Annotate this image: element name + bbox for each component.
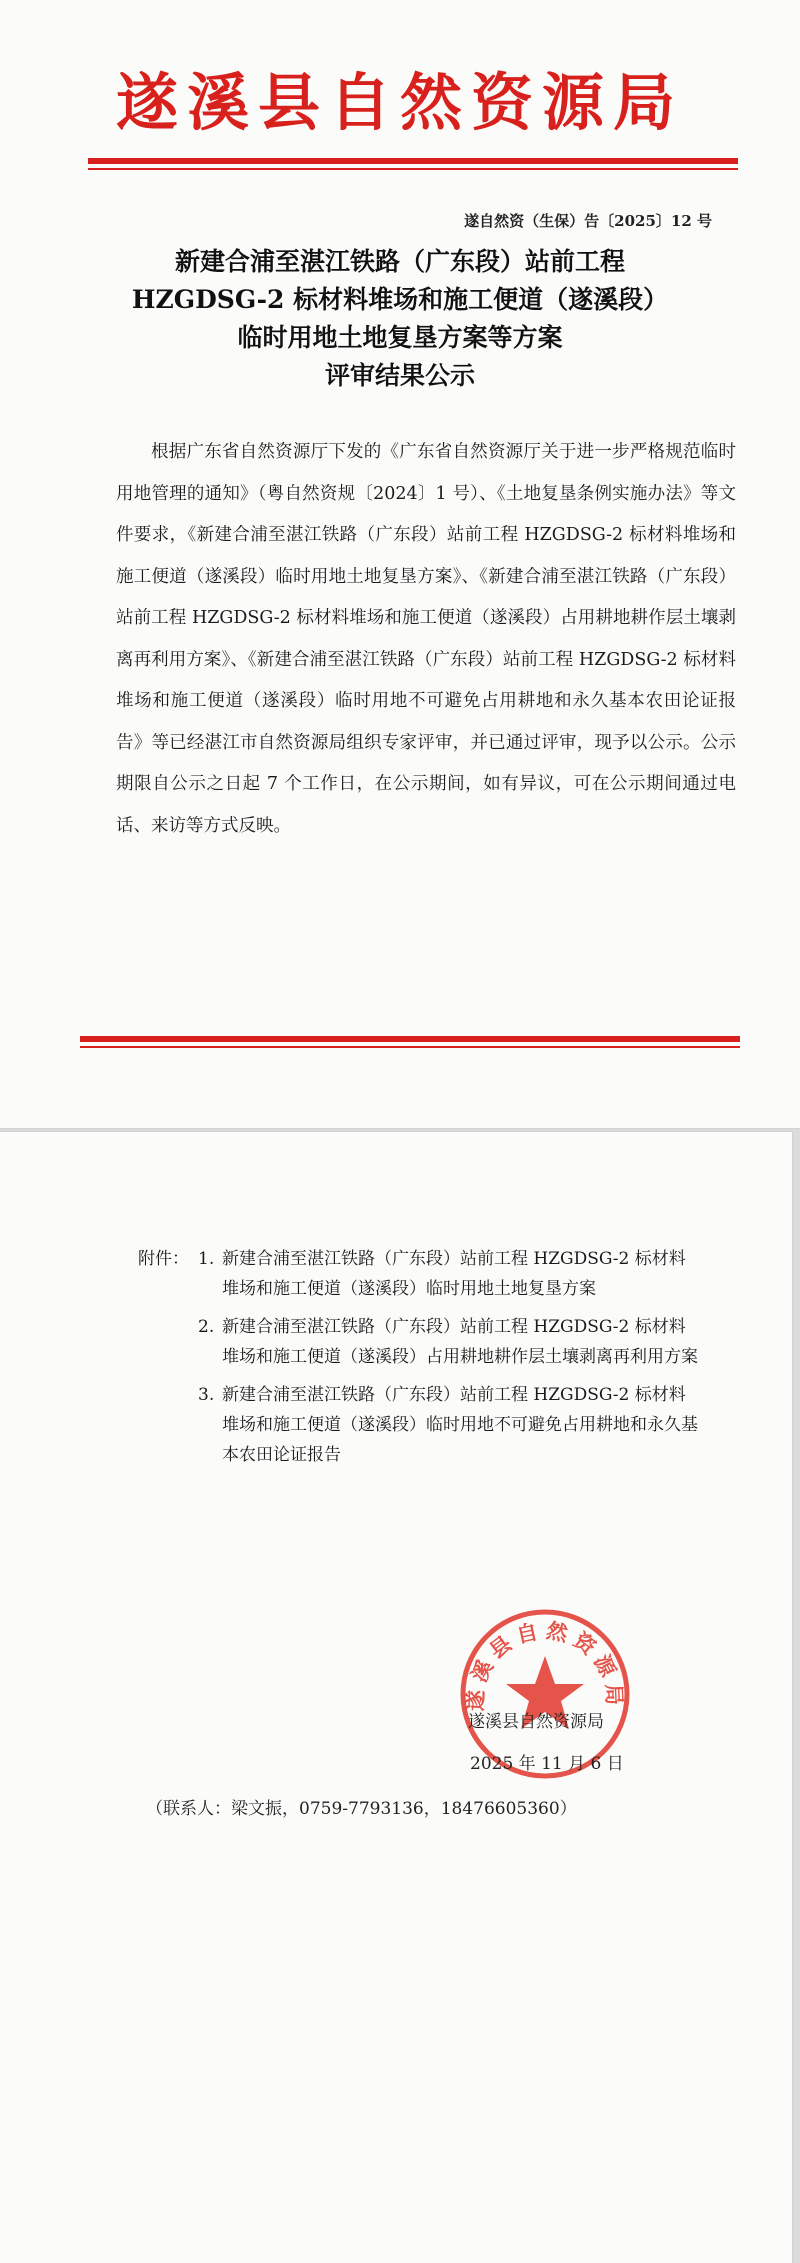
signing-date: 2025 年 11 月 6 日: [470, 1754, 624, 1774]
attachment-item: [138, 1244, 698, 1304]
attachment-text: 新建合浦至湛江铁路（广东段）站前工程 HZGDSG-2 标材料堆场和施工便道（遂溪段）临时用地不可避免占用耕地和永久基本农田论证报告: [222, 1385, 698, 1465]
masthead-rule-thin: [88, 168, 738, 170]
attachment-text: 新建合浦至湛江铁路（广东段）站前工程 HZGDSG-2 标材料堆场和施工便道（遂溪段）临时用地土地复垦方案: [222, 1249, 686, 1299]
attachment-number: 2.: [198, 1317, 215, 1337]
attachment-number: 1.: [198, 1249, 215, 1269]
contact-info: （联系人：梁文振，0759-7793136，18476605360）: [146, 1799, 577, 1819]
attachments-label: 附件：: [138, 1249, 189, 1269]
footer-rule-thick: [80, 1036, 740, 1042]
title-line: 临时用地土地复垦方案等方案: [237, 323, 563, 352]
document-title: [40, 243, 760, 395]
seal-text: 遂溪县自然资源局: [463, 1618, 627, 1712]
document-number: 遂自然资（生保）告〔2025〕12 号: [464, 212, 712, 230]
document-page-1: [0, 0, 800, 1128]
attachment-item: [138, 1380, 698, 1470]
agency-masthead: 遂溪县自然资源局: [115, 66, 684, 139]
footer-rule-thin: [80, 1046, 740, 1048]
attachment-text: 新建合浦至湛江铁路（广东段）站前工程 HZGDSG-2 标材料堆场和施工便道（遂溪段）占用耕地耕作层土壤剥离再利用方案: [222, 1317, 698, 1367]
attachment-item: [138, 1312, 698, 1372]
title-line: 新建合浦至湛江铁路（广东段）站前工程: [174, 247, 625, 276]
title-line: 评审结果公示: [324, 361, 475, 390]
notice-body: 根据广东省自然资源厅下发的《广东省自然资源厅关于进一步严格规范临时用地管理的通知》（粤自然资规〔2024〕1 号）、《土地复垦条例实施办法》等文件要求，《新建合浦至湛江铁路（广东段）站前工程 HZGDSG-2 标材料堆场和施工便道（遂溪段）临时用地土地复垦方案》、《新建合浦至湛江铁路（广东段）站前工程 HZGDSG-2 标材料堆场和施工便道（遂溪段）占用耕地耕作层土壤剥离再利用方案》、《新建合浦至湛江铁路（广东段）站前工程 HZGDSG-2 标材料堆场和施工便道（遂溪段）临时用地不可避免占用耕地和永久基本农田论证报告》等已经湛江市自然资源局组织专家评审，并已通过评审，现予以公示。公示期限自公示之日起 7 个工作日，在公示期间，如有异议，可在公示期间通过电话、来访等方式反映。: [116, 442, 736, 836]
signer-name: 遂溪县自然资源局: [468, 1712, 604, 1732]
attachment-number: 3.: [198, 1385, 215, 1405]
masthead-rule-thick: [88, 158, 738, 164]
attachments-section: [138, 1244, 698, 1478]
title-line: HZGDSG-2 标材料堆场和施工便道（遂溪段）: [131, 285, 669, 314]
